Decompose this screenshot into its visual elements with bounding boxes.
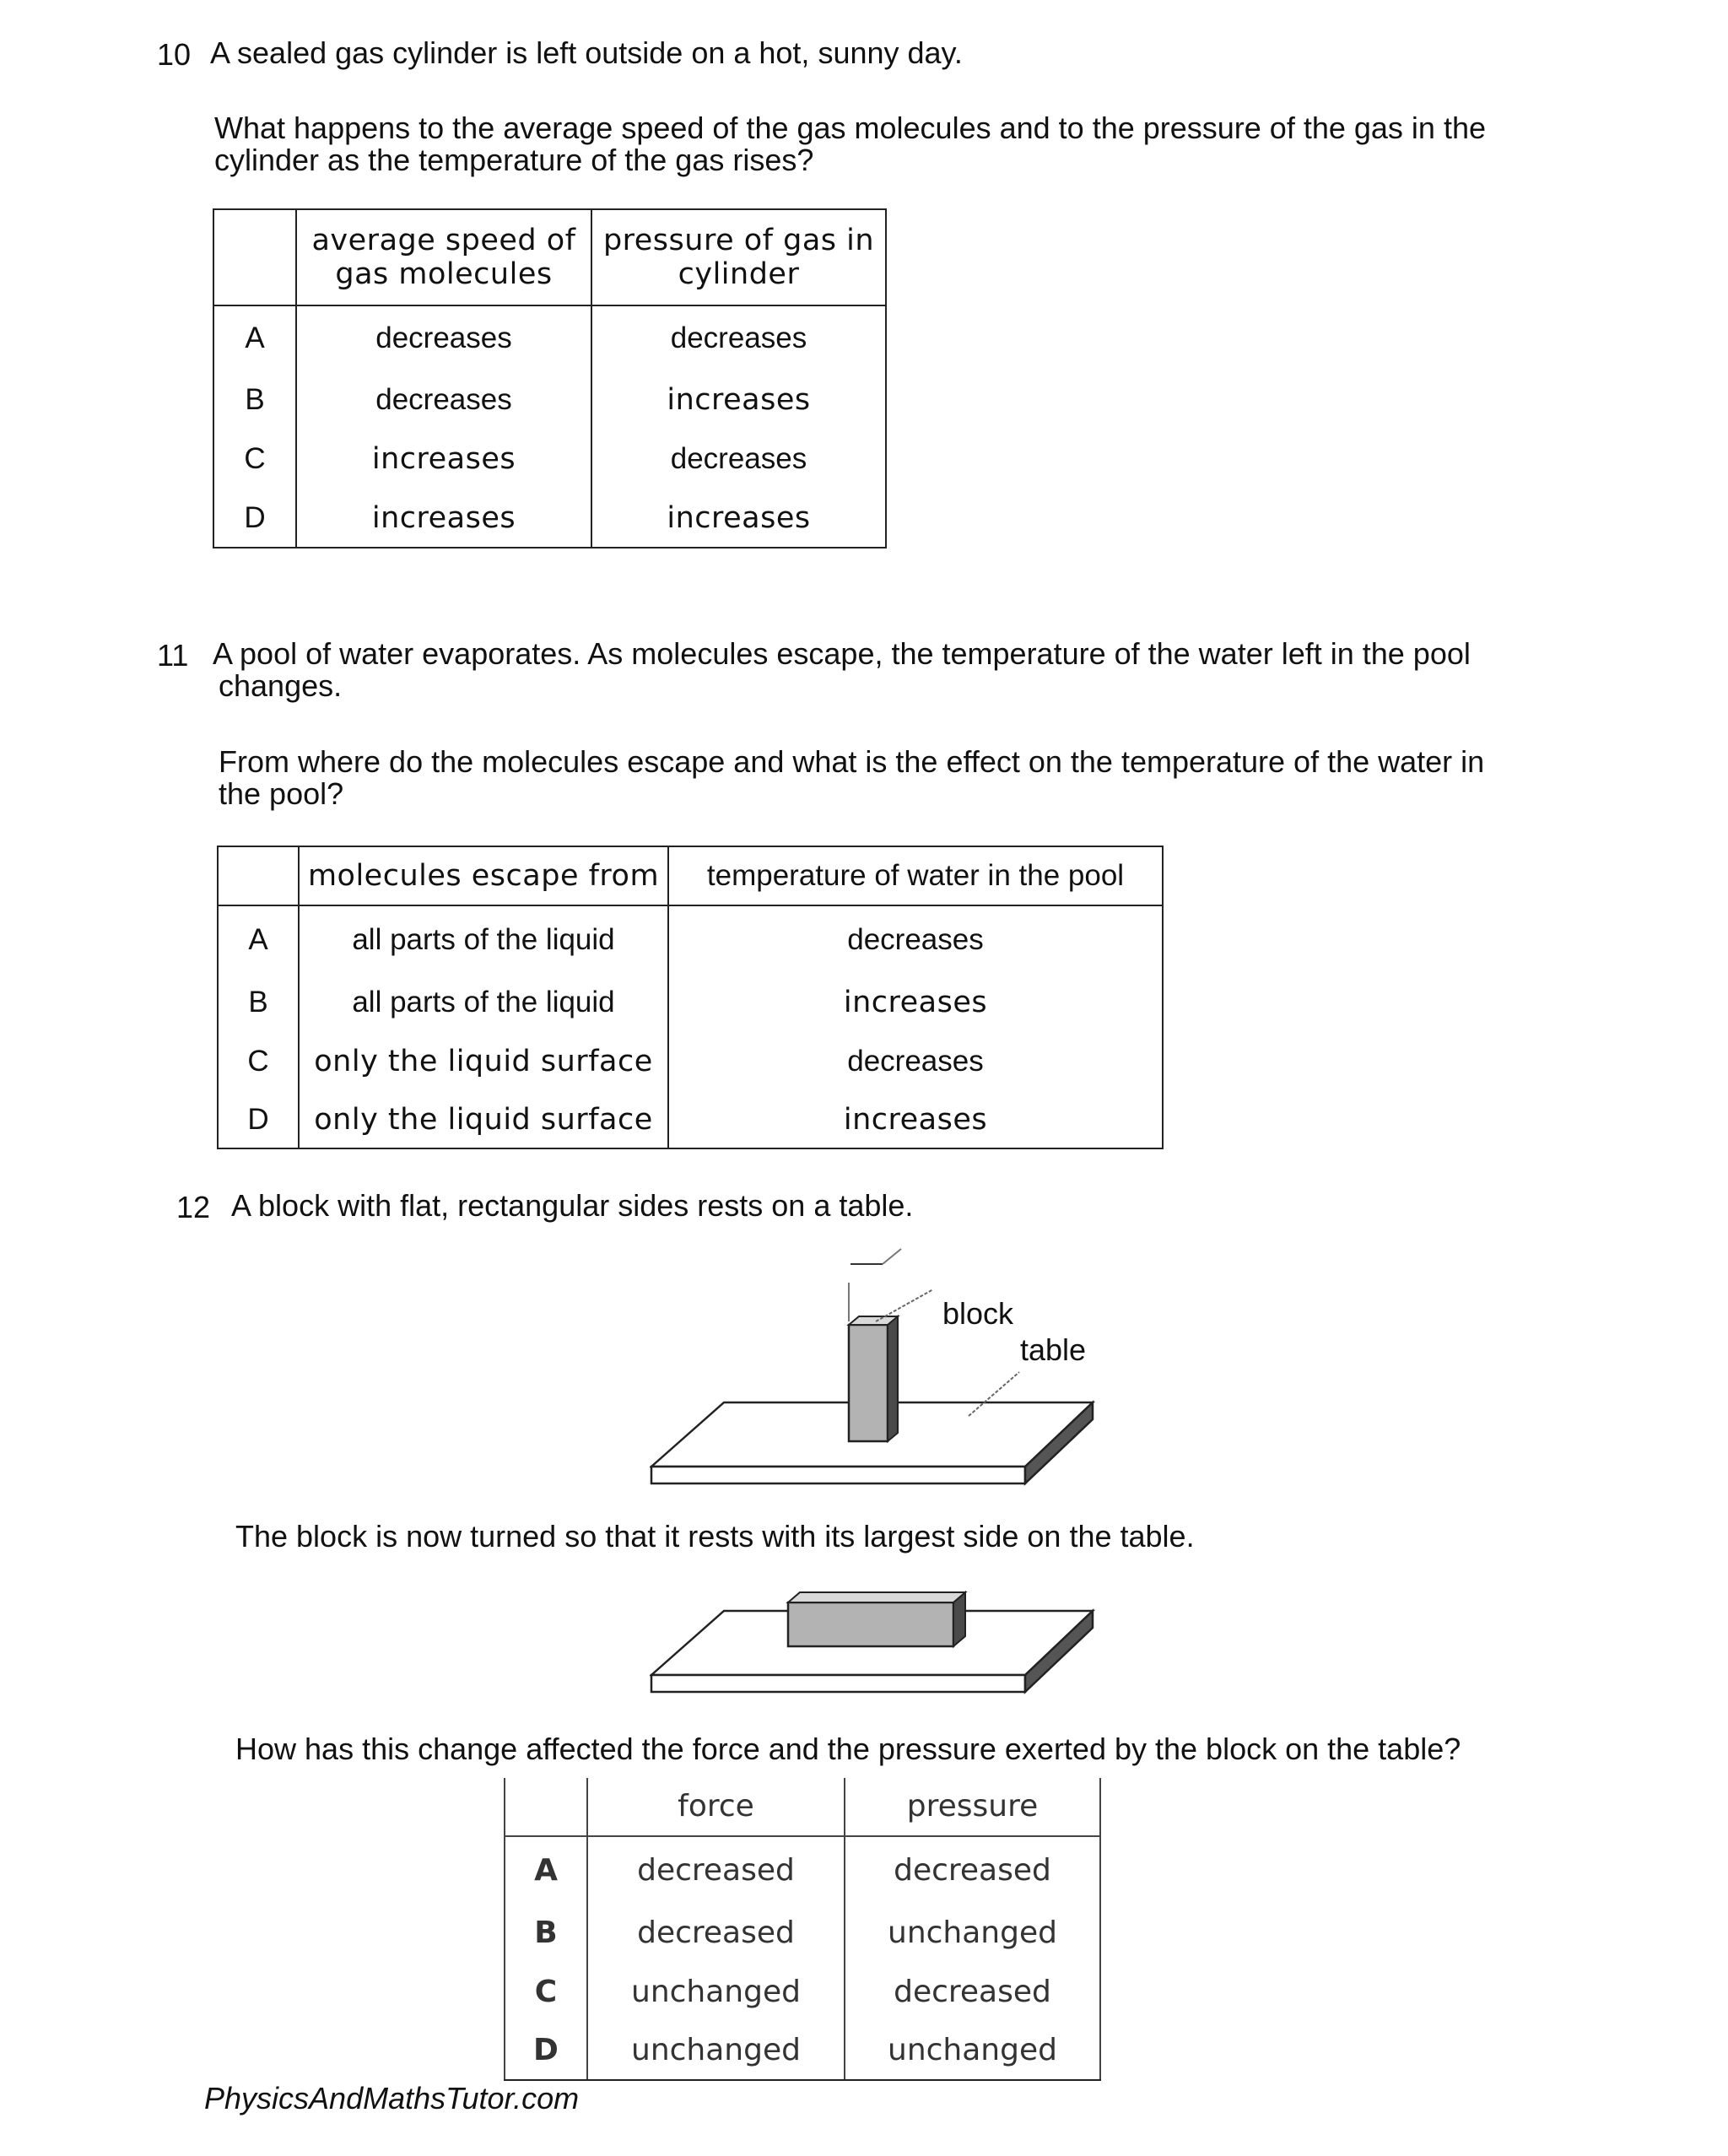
option-letter: A bbox=[505, 1836, 587, 1903]
pressure-cell: decreases bbox=[591, 305, 886, 370]
question-12-prompt: How has this change affected the force and the pressure exerted by the block on the table? bbox=[235, 1732, 1461, 1766]
escape-cell: all parts of the liquid bbox=[299, 905, 668, 973]
table-row bbox=[213, 305, 886, 370]
table-row bbox=[218, 905, 1163, 973]
question-10-stem: A sealed gas cylinder is left outside on a hot, sunny day. bbox=[210, 35, 963, 70]
table-label: table bbox=[1020, 1332, 1087, 1367]
footer-site-credit: PhysicsAndMathsTutor.com bbox=[204, 2081, 580, 2115]
block-top-face bbox=[788, 1592, 965, 1602]
speed-cell: decreases bbox=[296, 305, 591, 370]
pressure-cell: decreases bbox=[591, 430, 886, 489]
block-label: block bbox=[942, 1296, 1014, 1331]
option-letter: C bbox=[505, 1962, 587, 2021]
table-row bbox=[505, 1903, 1100, 1962]
table-header-escape-from: molecules escape from bbox=[299, 846, 668, 905]
table-row bbox=[505, 2021, 1100, 2080]
option-letter: D bbox=[213, 489, 296, 548]
table-row bbox=[213, 489, 886, 548]
block-side-face bbox=[888, 1316, 898, 1441]
table-row bbox=[218, 973, 1163, 1032]
question-number-11: 11 bbox=[157, 638, 189, 673]
question-12-answer-table bbox=[504, 1778, 1101, 2081]
table-header-blank bbox=[213, 209, 296, 305]
table-row bbox=[218, 1091, 1163, 1148]
pressure-cell: increases bbox=[591, 370, 886, 430]
force-cell: decreased bbox=[587, 1903, 845, 1962]
block-top-face bbox=[849, 1316, 898, 1325]
option-letter: D bbox=[505, 2021, 587, 2080]
table-front-edge bbox=[651, 1675, 1025, 1692]
question-11-prompt-line-1: From where do the molecules escape and what is the effect on the temperature of the water in bbox=[219, 744, 1485, 779]
question-10-answer-table bbox=[213, 208, 887, 548]
force-cell: unchanged bbox=[587, 2021, 845, 2080]
speed-cell: increases bbox=[296, 430, 591, 489]
question-number-12: 12 bbox=[176, 1190, 211, 1224]
pressure-cell: decreased bbox=[845, 1836, 1100, 1903]
table-row bbox=[505, 1962, 1100, 2021]
temperature-cell: increases bbox=[668, 1091, 1163, 1148]
block-front-face bbox=[788, 1602, 953, 1646]
pressure-cell: increases bbox=[591, 489, 886, 548]
table-row bbox=[213, 370, 886, 430]
table-header-temperature: temperature of water in the pool bbox=[668, 846, 1163, 905]
table-header-blank bbox=[505, 1778, 587, 1836]
force-cell: unchanged bbox=[587, 1962, 845, 2021]
table-header-pressure: pressure bbox=[845, 1778, 1100, 1836]
escape-cell: only the liquid surface bbox=[299, 1091, 668, 1148]
option-letter: A bbox=[218, 905, 299, 973]
force-cell: decreased bbox=[587, 1836, 845, 1903]
pressure-cell: decreased bbox=[845, 1962, 1100, 2021]
temperature-cell: decreases bbox=[668, 905, 1163, 973]
table-header-average-speed: average speed of gas molecules bbox=[296, 209, 591, 305]
block-front-face bbox=[849, 1325, 888, 1441]
question-12-turned-text: The block is now turned so that it rests with its largest side on the table. bbox=[235, 1519, 1195, 1554]
temperature-cell: increases bbox=[668, 973, 1163, 1032]
pressure-cell: unchanged bbox=[845, 2021, 1100, 2080]
table-header-pressure: pressure of gas in cylinder bbox=[591, 209, 886, 305]
table-header-force: force bbox=[587, 1778, 845, 1836]
question-12-stem: A block with flat, rectangular sides rests on a table. bbox=[231, 1188, 914, 1223]
option-letter: A bbox=[213, 305, 296, 370]
table-row bbox=[505, 1836, 1100, 1903]
option-letter: C bbox=[213, 430, 296, 489]
option-letter: B bbox=[213, 370, 296, 430]
question-10-prompt-line-2: cylinder as the temperature of the gas rises? bbox=[214, 143, 814, 177]
table-front-edge bbox=[651, 1467, 1025, 1483]
table-header-blank bbox=[218, 846, 299, 905]
option-letter: D bbox=[218, 1091, 299, 1148]
option-letter: B bbox=[218, 973, 299, 1032]
question-11-prompt-line-2: the pool? bbox=[219, 776, 344, 811]
question-11-stem-line-2: changes. bbox=[219, 668, 343, 703]
option-letter: C bbox=[218, 1032, 299, 1091]
speed-cell: increases bbox=[296, 489, 591, 548]
question-11-stem-line-1: A pool of water evaporates. As molecules escape, the temperature of the water left in the pool bbox=[213, 636, 1471, 671]
temperature-cell: decreases bbox=[668, 1032, 1163, 1091]
escape-cell: only the liquid surface bbox=[299, 1032, 668, 1091]
speed-cell: decreases bbox=[296, 370, 591, 430]
option-letter: B bbox=[505, 1903, 587, 1962]
table-row bbox=[218, 1032, 1163, 1091]
question-number-10: 10 bbox=[157, 37, 192, 72]
question-10-prompt-line-1: What happens to the average speed of the gas molecules and to the pressure of the gas in the bbox=[214, 111, 1486, 145]
table-row bbox=[213, 430, 886, 489]
escape-cell: all parts of the liquid bbox=[299, 973, 668, 1032]
block-flat-diagram bbox=[650, 1582, 1105, 1709]
pressure-cell: unchanged bbox=[845, 1903, 1100, 1962]
question-11-answer-table bbox=[217, 846, 1164, 1149]
